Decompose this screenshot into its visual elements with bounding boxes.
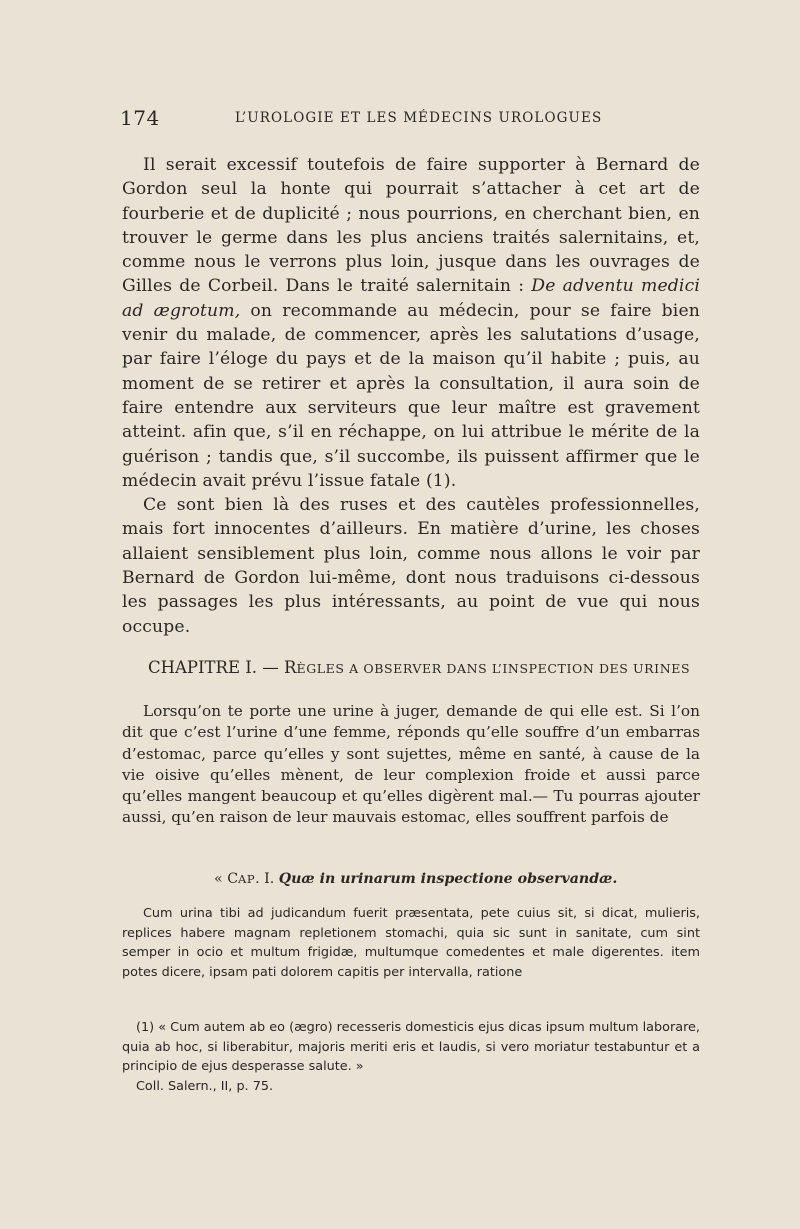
chapter-title-initial: R — [284, 658, 297, 677]
paragraph: Lorsqu’on te porte une urine à juger, demande de qui elle est. Si l’on dit que c’est l’urine d’une femme, réponds qu’elle souffre d’un embarras d’estomac, parce qu’elles y sont sujettes, même en santé, à cause de la vie oisive qu’elles mènent, de leur complexion froide et aussi parce qu’elles mangent beaucoup et qu’elles digèrent mal.— Tu pourras ajouter aussi, qu’en raison de leur mauvais estomac, elles souffrent parfois de — [122, 702, 700, 827]
latin-text — [122, 904, 700, 982]
chapter-title: ÈGLES A OBSERVER DANS L’INSPECTION DES URINES — [296, 661, 691, 676]
paragraph: Cum urina tibi ad judicandum fuerit præsentata, pete cuius sit, si dicat, mulieris, replices habere magnam repletionem stomachi, quia sic sunt in sanitate, cum sint semper in ocio et multum frigidæ, multumque comedentes et male digerentes. item potes dicere, ipsam pati dolorem capitis per intervalla, ratione — [122, 906, 700, 980]
latin-title-number: . I. — [255, 871, 279, 887]
chapter-heading — [148, 658, 708, 677]
footnote — [122, 1018, 700, 1096]
latin-chapter-title — [214, 871, 617, 887]
footnote-source: Coll. Salern., II, p. 75. — [136, 1078, 274, 1094]
running-title: L’UROLOGIE ET LES MÉDECINS UROLOGUES — [235, 110, 603, 126]
paragraph-text: on recommande au médecin, pour se faire bien venir du malade, de commencer, après les salutations d’usage, par faire l’éloge du pays et de la maison qu’il habite ; puis, au moment de se retirer et après la consultation, il aura soin de faire entendre aux serviteurs que leur maître est gravement atteint. afin que, s’il en réchappe, on lui attribue le mérite de la guérison ; tandis que, s’il succombe, ils puissent affirmer que le médecin avait prévu l’issue fatale (1). — [122, 300, 700, 491]
paragraph-text: Il serait excessif toutefois de faire supporter à Bernard de Gordon seul la honte qui pourrait s’attacher à cet art de fourberie et de duplicité ; nous pourrions, en cherchant bien, en trouver le germe dans les plus anciens traités salernitains, et, comme nous le verrons plus loin, jusque dans les ouvrages de Gilles de Corbeil. Dans le traité salernitain : — [122, 155, 700, 297]
footnote-text: (1) « Cum autem ab eo (ægro) recesseris domesticis ejus dicas ipsum multum laborare, quia ab hoc, si liberabitur, majoris meriti eris et laudis, si vero moriatur testabuntur et a principio de ejus desperasse salute. » — [122, 1020, 700, 1075]
paragraph — [122, 153, 700, 493]
page-number: 174 — [120, 106, 160, 130]
main-text — [122, 153, 700, 639]
page-header — [120, 106, 700, 132]
chapter-label: CHAPITRE I. — — [148, 658, 285, 677]
latin-title-cap: AP — [238, 872, 256, 886]
latin-title-prefix: « C — [214, 871, 239, 887]
translation-text — [122, 701, 700, 829]
latin-title-italic: Quæ in urinarum inspectione observandæ. — [278, 871, 618, 887]
italic-title: De adventu medici ad ægrotum, — [122, 276, 700, 321]
paragraph: Ce sont bien là des ruses et des cautèles professionnelles, mais fort innocentes d’ailleurs. En matière d’urine, les choses allaient sensiblement plus loin, comme nous allons le voir par Bernard de Gordon lui-même, dont nous traduisons ci-dessous les passages les plus intéressants, au point de vue qui nous occupe. — [122, 495, 700, 637]
